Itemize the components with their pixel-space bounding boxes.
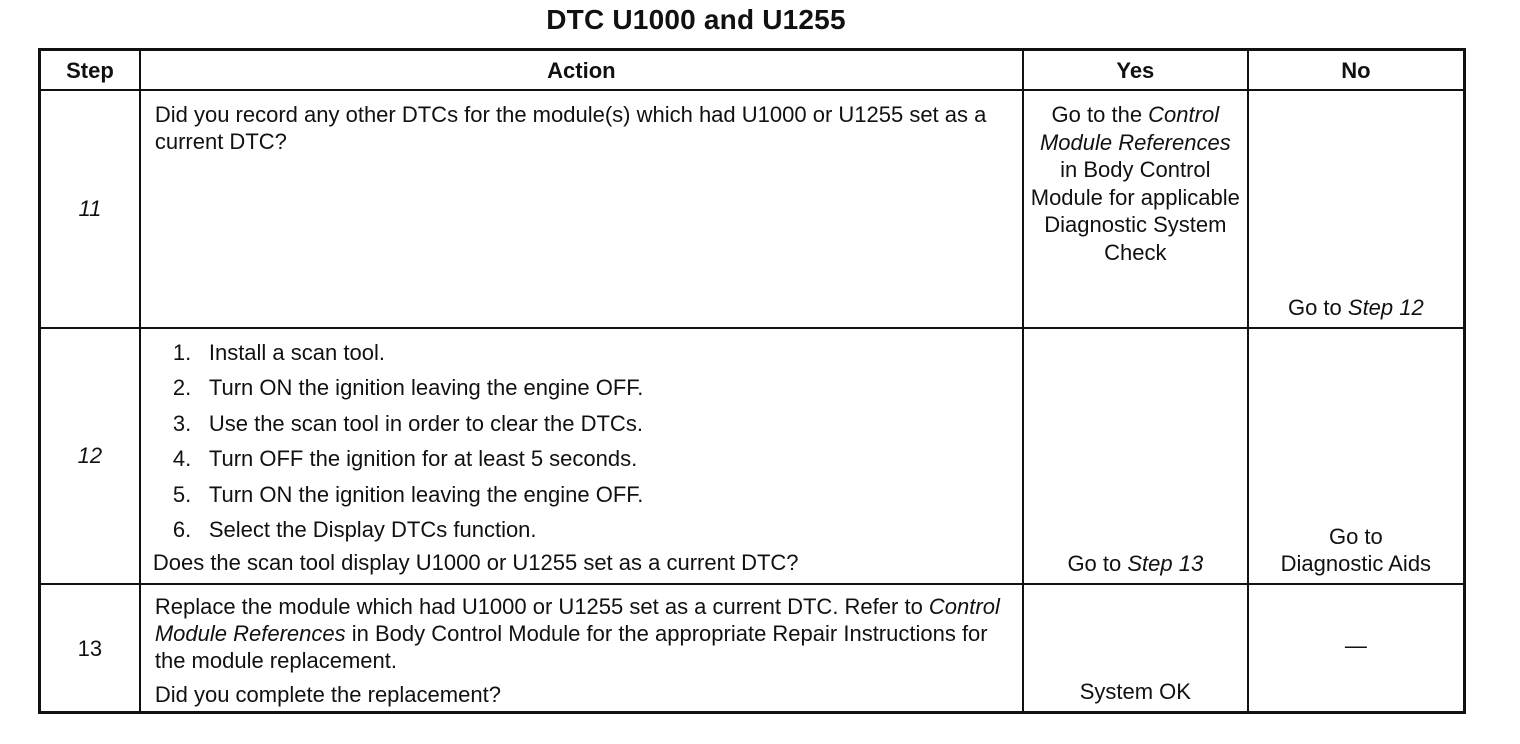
action-cell [140,584,1023,712]
table-row-step-13 [40,584,1465,712]
step-number: 12 [40,328,140,585]
diagnostic-table [38,48,1466,714]
step-number: 11 [40,90,140,328]
action-text: Did you record any other DTCs for the module(s) which had U1000 or U1255 set as a current DTC? [154,102,987,154]
step-13-link[interactable]: Step 13 [1127,551,1204,577]
header-action: Action [140,50,1023,91]
header-step: Step [40,50,140,91]
table-row-step-12 [40,328,1465,585]
action-cell [140,328,1023,585]
header-yes: Yes [1023,50,1248,91]
header-no: No [1248,50,1465,91]
yes-cell [1023,584,1248,712]
list-item: 5. Turn ON the ignition leaving the engine OFF. [172,481,644,507]
system-ok-text: System OK [1079,679,1191,704]
yes-cell [1023,328,1248,585]
question-text: Does the scan tool display U1000 or U1255 set as a current DTC? [152,549,799,575]
action-text-post: in Body Control Module for the appropriate Repair Instructions for the module replacement. [154,621,988,674]
list-item: 4. Turn OFF the ignition for at least 5 seconds. [172,446,638,472]
yes-text-pre: Go to [1067,551,1128,577]
no-text-line1: Go to [1328,524,1383,550]
list-item: 1. Install a scan tool. [172,339,385,365]
step-12-link[interactable]: Step 12 [1347,294,1424,320]
diagnostic-aids-link[interactable]: Diagnostic Aids [1280,551,1432,577]
action-text-pre: Replace the module which had U1000 or U1255 set as a current DTC. Refer to [154,594,929,620]
no-text-pre: Go to [1287,294,1348,320]
control-module-references-link[interactable]: Control Module References [1039,102,1231,155]
question-text: Did you complete the replacement? [154,682,501,708]
no-cell [1248,584,1465,712]
table-row-step-11 [40,90,1465,328]
procedure-list [141,329,1022,548]
yes-text-pre: Go to the [1051,102,1149,127]
dash-text: — [1344,633,1367,659]
yes-cell [1023,90,1248,328]
page-title: DTC U1000 and U1255 [546,4,846,35]
yes-text-post: in Body Control Module for applicable Diagnostic System Check [1030,157,1240,265]
table-header-row [40,50,1465,91]
list-item: 3. Use the scan tool in order to clear the DTCs. [172,410,643,436]
no-cell [1248,328,1465,585]
action-cell [140,90,1023,328]
list-item: 2. Turn ON the ignition leaving the engine OFF. [172,375,644,401]
no-cell [1248,90,1465,328]
list-item: 6. Select the Display DTCs function. [172,517,537,543]
control-module-references-link[interactable]: Control Module References [154,594,1000,647]
step-number: 13 [40,584,140,712]
